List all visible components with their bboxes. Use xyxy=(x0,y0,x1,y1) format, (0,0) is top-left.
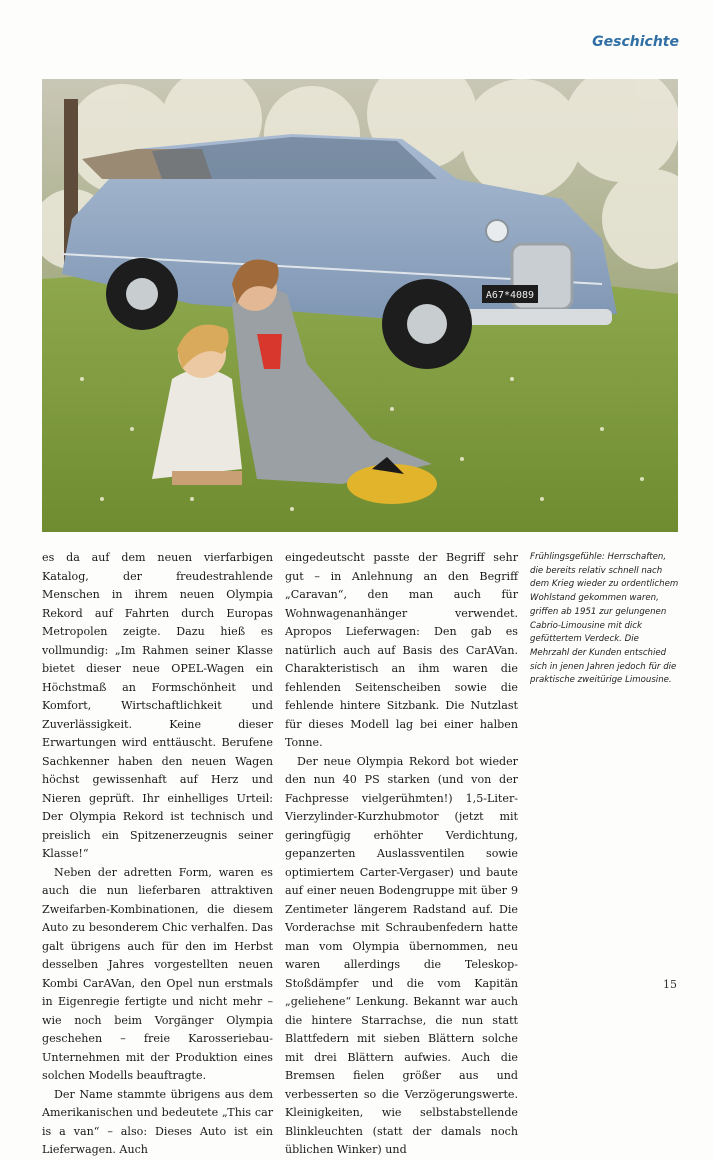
paragraph: es da auf dem neuen vierfarbigen Katalog, der freudestrahlende Menschen in ihrem neuen Olympia Rekord auf Fahrten durch Europas Metropolen zeigte. Dazu hieß es vollmundig: „Im Rahmen seiner Klasse bietet dieser neue OPEL-Wagen ein Höchstmaß an Formschönheit und Komfort, Wirtschaftlichkeit und Zuverlässigkeit. Keine dieser Erwartungen wird enttäuscht. Berufene Sachkenner haben den neuen Wagen höchst gewissenhaft auf Herz und Nieren geprüft. Ihr einhelliges Urteil: Der Olympia Rekord ist technisch und preislich ein Spitzenerzeugnis seiner Klasse!“ xyxy=(42,551,273,860)
license-plate: A67*4089 xyxy=(485,290,535,301)
photo-illustration xyxy=(42,79,678,532)
page-number: 15 xyxy=(663,978,677,991)
paragraph: Der neue Olympia Rekord bot wieder den nun 40 PS starken (und von der Fachpresse vielgerühmten!) 1,5-Liter-Vierzylinder-Kurzhubmotor (jetzt mit geringfügig erhöhter Verdichtung, gepanzerten Auslassventilen sowie optimiertem Carter-Vergaser) und baute auf einer neuen Bodengruppe mit über 9 Zentimeter längerem Radstand auf. Die Vorderachse mit Schraubenfedern hatte man vom Olympia übernommen, neu waren allerdings die Teleskop-Stoßdämpfer und die vom Kapitän „geliehene“ Lenkung. Bekannt war auch die hintere Starrachse, die nun statt Blattfedern mit sieben Blättern solche mit drei Blättern aufwies. Auch die Bremsen fielen größer aus und verbesserten so die Verzögerungswerte. Kleinigkeiten, wie selbstabstellende Blinkleuchten (statt der damals noch üblichen Winker) und xyxy=(285,754,518,1156)
photo-caption: Frühlingsgefühle: Herrschaften, die bereits relativ schnell nach dem Krieg wieder zu ordentlichem Wohlstand gekommen waren, griffen ab 1951 zur gelungenen Cabrio-Limousine mit dick gefüttertem Verdeck. Die Mehrzahl der Kunden entschied sich in jenen Jahren jedoch für die praktische zweitürige Limousine. xyxy=(530,552,679,686)
section-header: Geschichte xyxy=(592,34,679,50)
paragraph: eingedeutscht passte der Begriff sehr gut – in Anlehnung an den Begriff „Caravan“, den man auch für Wohnwagenanhänger verwendet. Apropos Lieferwagen: Den gab es natürlich auch auf Basis des CarAVan. Charakteristisch an ihm waren die fehlenden Seitenscheiben sowie die fehlende hintere Sitzbank. Die Nutzlast für dieses Modell lag bei einer halben Tonne. xyxy=(285,551,518,749)
body-column-2 xyxy=(285,549,518,1160)
photo-olympia-rekord-cabrio xyxy=(42,79,678,532)
body-column-1 xyxy=(42,549,273,1160)
paragraph: Der Name stammte übrigens aus dem Amerikanischen und bedeutete „This car is a van“ – also: Dieses Auto ist ein Lieferwagen. Auch xyxy=(42,1087,273,1156)
paragraph: Neben der adretten Form, waren es auch die nun lieferbaren attraktiven Zweifarben-Kombinationen, die diesem Auto zu besonderem Chic verhalfen. Das galt übrigens auch für den im Herbst desselben Jahres vorgestellten neuen Kombi CarAVan, den Opel nun erstmals in Eigenregie fertigte und nicht mehr – wie noch beim Vorgänger Olympia geschehen – freie Karosseriebau-Unternehmen mit der Produktion eines solchen Modells beauftragte. xyxy=(42,865,273,1082)
